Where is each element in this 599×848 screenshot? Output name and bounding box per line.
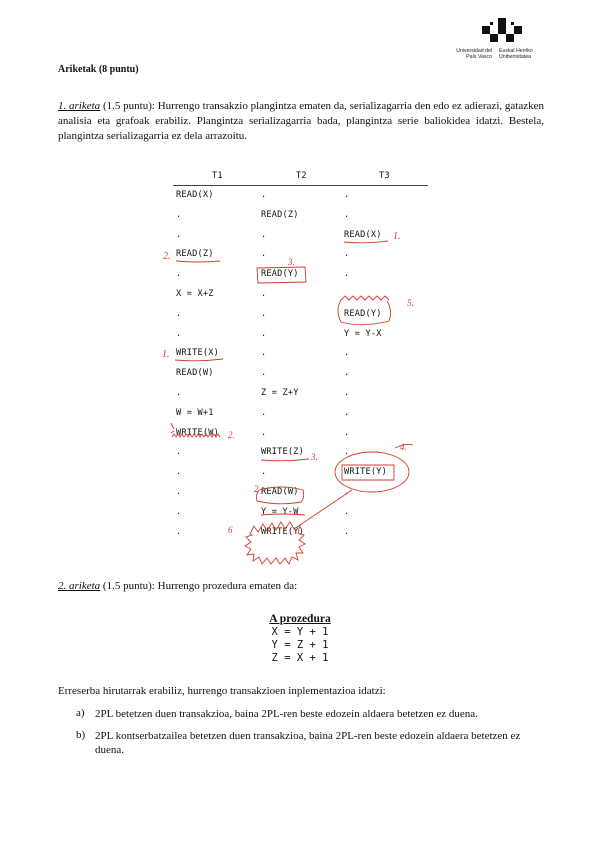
schedule-cell-t1: X = X+Z — [176, 289, 214, 299]
schedule-cell-t2: . — [261, 249, 267, 260]
schedule-cell-t2: . — [261, 427, 267, 438]
schedule-cell-t2: READ(W) — [261, 487, 299, 497]
procedure-line-2: Y = Z + 1 — [271, 639, 329, 651]
schedule-cell-t1: READ(X) — [176, 190, 214, 200]
exercise2-text: Hurrengo prozedura ematen da: — [157, 580, 298, 592]
schedule-cell-t2: . — [261, 348, 267, 359]
col-header-t2: T2 — [296, 171, 307, 181]
schedule-cell-t1: READ(W) — [176, 368, 214, 379]
annot-1a: 1. — [393, 231, 401, 242]
exercise1-text: Hurrengo transakzio plangintza ematen da, serializagarria den edo ez adierazi, gatazken analisia eta grafoak erabiliz. Plangintza serializagarria bada, plangintza serie baliokidea idatzi. Bestela, plangintza serializagarria ez dela arrazoitu. — [58, 100, 544, 142]
list-item-b-text: 2PL kontserbatzailea betetzen duen transakzioa, baina 2PL-ren beste edozein aldaera betetzen ez duena. — [95, 730, 521, 756]
schedule-cell-t2: . — [261, 368, 267, 379]
schedule-cell-t2: . — [261, 407, 267, 418]
col-header-t3: T3 — [379, 171, 390, 181]
schedule-cell-t2: . — [261, 308, 267, 319]
col-header-t1: T1 — [212, 171, 223, 181]
schedule-cell-t2: WRITE(Z) — [261, 447, 304, 458]
schedule-cell-t1: . — [176, 229, 182, 240]
header-rule — [173, 185, 428, 186]
schedule-cell-t1: . — [176, 328, 182, 339]
schedule-cell-t1: WRITE(X) — [176, 348, 219, 359]
schedule-cell-t3: . — [344, 407, 350, 418]
procedure-block — [260, 612, 340, 665]
schedule-cell-t2: . — [261, 467, 267, 478]
exercise2-label: 2. ariketa — [58, 580, 101, 592]
schedule-cell-t1: W = W+1 — [176, 407, 214, 418]
section-title: Ariketak (8 puntu) — [58, 64, 139, 75]
schedule-cell-t1: . — [176, 269, 182, 280]
annot-6: 6 — [228, 525, 233, 535]
schedule-cell-t2: . — [261, 289, 267, 299]
schedule-cell-t3: . — [344, 487, 350, 497]
annot-1b: 1. — [162, 349, 170, 360]
schedule-cell-t3: READ(Y) — [344, 308, 382, 319]
schedule-cell-t3: . — [344, 526, 350, 537]
procedure-title: A prozedura — [269, 613, 331, 625]
schedule-cell-t1: WRITE(W) — [176, 427, 219, 438]
schedule-cell-t3: . — [344, 269, 350, 280]
schedule-cell-t3: . — [344, 209, 350, 220]
schedule-cell-t2: READ(Z) — [261, 209, 299, 220]
schedule-cell-t3: . — [344, 388, 350, 398]
schedule-cell-t3: . — [344, 368, 350, 379]
schedule-cell-t3: . — [344, 249, 350, 260]
schedule-cell-t2: READ(Y) — [261, 269, 299, 280]
schedule-cell-t2: . — [261, 190, 267, 200]
schedule-cell-t1: READ(Z) — [176, 249, 214, 260]
procedure-line-1: X = Y + 1 — [271, 626, 329, 638]
schedule-cell-t3: . — [344, 427, 350, 438]
list-item-a-text: 2PL betetzen duen transakzioa, baina 2PL-ren beste edozein aldaera betetzen ez duena. — [95, 708, 478, 720]
list-item-b-label: b) — [76, 729, 86, 741]
schedule-cell-t3: WRITE(Y) — [344, 467, 387, 478]
schedule-cell-t2: . — [261, 328, 267, 339]
logo-left-text: Universidad del País Vasco — [456, 48, 492, 60]
annot-2c: 2 — [254, 484, 259, 494]
annot-4: 4. — [400, 442, 407, 452]
schedule-cell-t3: . — [344, 190, 350, 200]
schedule-cell-t1: . — [176, 209, 182, 220]
exercise2-follow: Erreserba hirutarrak erabiliz, hurrengo transakzioen inplementazioa idatzi: — [58, 685, 386, 697]
schedule-cell-t1: . — [176, 506, 182, 517]
schedule-cell-t1: . — [176, 447, 182, 458]
list-item-b — [58, 729, 544, 757]
annot-2a: 2. — [163, 251, 171, 262]
annot-3a: 3. — [288, 257, 295, 267]
annot-3b: 3. — [311, 452, 318, 462]
schedule-cell-t1: . — [176, 308, 182, 319]
schedule-cell-t2: . — [261, 229, 267, 240]
exercise2-paragraph — [58, 579, 544, 594]
university-logo — [481, 18, 523, 46]
annot-2b: 2. — [228, 430, 235, 440]
list-item-a-label: a) — [76, 707, 85, 719]
schedule-cell-t2: WRITE(Y) — [261, 526, 304, 537]
schedule-cell-t3: . — [344, 447, 350, 458]
logo-right-text: Euskal Herriko Unibertsitatea — [499, 48, 533, 60]
exercise1-points: (1.5 puntu): — [102, 100, 155, 112]
schedule-cell-t1: . — [176, 388, 182, 398]
schedule-cell-t2: Y = Y-W — [261, 506, 299, 517]
schedule-cell-t2: Z = Z+Y — [261, 388, 299, 398]
schedule-cell-t3: . — [344, 506, 350, 517]
exercise1-paragraph — [58, 99, 544, 144]
exercise1-label: 1. ariketa — [58, 100, 101, 112]
list-item-a — [58, 707, 544, 721]
procedure-line-3: Z = X + 1 — [271, 652, 329, 664]
schedule-cell-t1: . — [176, 467, 182, 478]
schedule-cell-t3: Y = Y-X — [344, 328, 382, 339]
schedule-cell-t3: READ(X) — [344, 229, 382, 240]
exercise2-points: (1.5 puntu): — [102, 580, 155, 592]
annot-5: 5. — [407, 298, 414, 308]
schedule-cell-t1: . — [176, 487, 182, 497]
schedule-cell-t3: . — [344, 348, 350, 359]
schedule-cell-t1: . — [176, 526, 182, 537]
